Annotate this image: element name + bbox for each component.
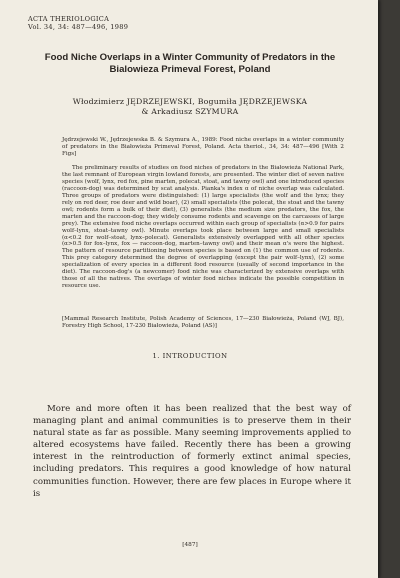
author-list — [40, 97, 340, 117]
journal-header — [28, 15, 128, 31]
authors-line-2: & Arkadiusz SZYMURA — [141, 107, 239, 116]
affiliation: [Mammal Research Institute, Polish Academy of Sciences, 17—230 Białowieża, Poland (WJ, BJ), Forestry High School, 17-230 Białowieża, Poland (AS)] — [62, 316, 344, 329]
section-heading: 1. INTRODUCTION — [152, 352, 228, 360]
paper-title: Food Niche Overlaps in a Winter Community of Predators in the Bialowieza Primeval Forest, Poland — [44, 52, 336, 75]
citation: Jędrzejewski W., Jędrzejewska B. & Szymura A., 1989: Food niche overlaps in a winter community of predators in the Białowieża Primeval Forest, Poland. Acta theriol., 34, 34: 487—496 [With 2 Figs] — [62, 137, 344, 157]
journal-name: ACTA THERIOLOGICA — [28, 15, 110, 23]
journal-volume: Vol. 34, 34: 487—496, 1989 — [28, 23, 129, 31]
authors-line-1: Włodzimierz JĘDRZEJEWSKI, Bogumiła JĘDRZEJEWSKA — [72, 97, 308, 106]
page-number: [487] — [182, 542, 198, 548]
introduction-text: More and more often it has been realized that the best way of managing plant and animal communities is to preserve them in their natural state as far as possible. Many seeming improvements applied to altered ecosystems have failed. Recently there has been a growing interest in the reintroduction of formerly extinct animal species, including predators. This requires a good knowledge of how natural communities function. However, there are few places in Europe where it is — [33, 404, 351, 499]
abstract: The preliminary results of studies on food niches of predators in the Białowieża National Park, the last remnant of European virgin lowland forests, are presented. The winter diet of seven native species (wolf, lynx, red fox, pine marten, polecat, stoat, and tawny owl) and one introduced species (raccoon-dog) was determined by scat analysis. Pianka's index α of niche overlap was calculated. Three groups of predators were distinguished: (1) large specialists (the wolf and the lynx; they rely on red deer, roe deer and wild boar), (2) small specialists (the polecat, the stoat and the tawny owl; rodents form a bulk of their diet), (3) generalists (the medium size predators, the fox, the marten and the raccoon-dog; they widely consume rodents and scavenge on the carcasses of large prey). The extensive food niche overlaps occurred within each group of specialists (α>0.9 for pairs wolf–lynx, stoat–tawny owl). Minute overlaps took place between large and small specialists (α<0.2 for wolf–stoat, lynx–polecat). Generalists extensively overlapped with all other species (α>0.5 for fox–lynx, fox — raccoon-dog, marten–tawny owl) and their mean α's were the highest. The pattern of resource partitioning between species is based on (1) the common use of rodents. This prey category determined the degree of overlapping (except the pair wolf–lynx), (2) some specialization of every species in a different food resource (usually of second importance in the diet). The raccoon-dog's (a newcomer) food niche was characterized by extensive overlaps with those of all the natives. The overlaps of winter food niches indicate the possible competition in resource use. — [62, 165, 344, 290]
